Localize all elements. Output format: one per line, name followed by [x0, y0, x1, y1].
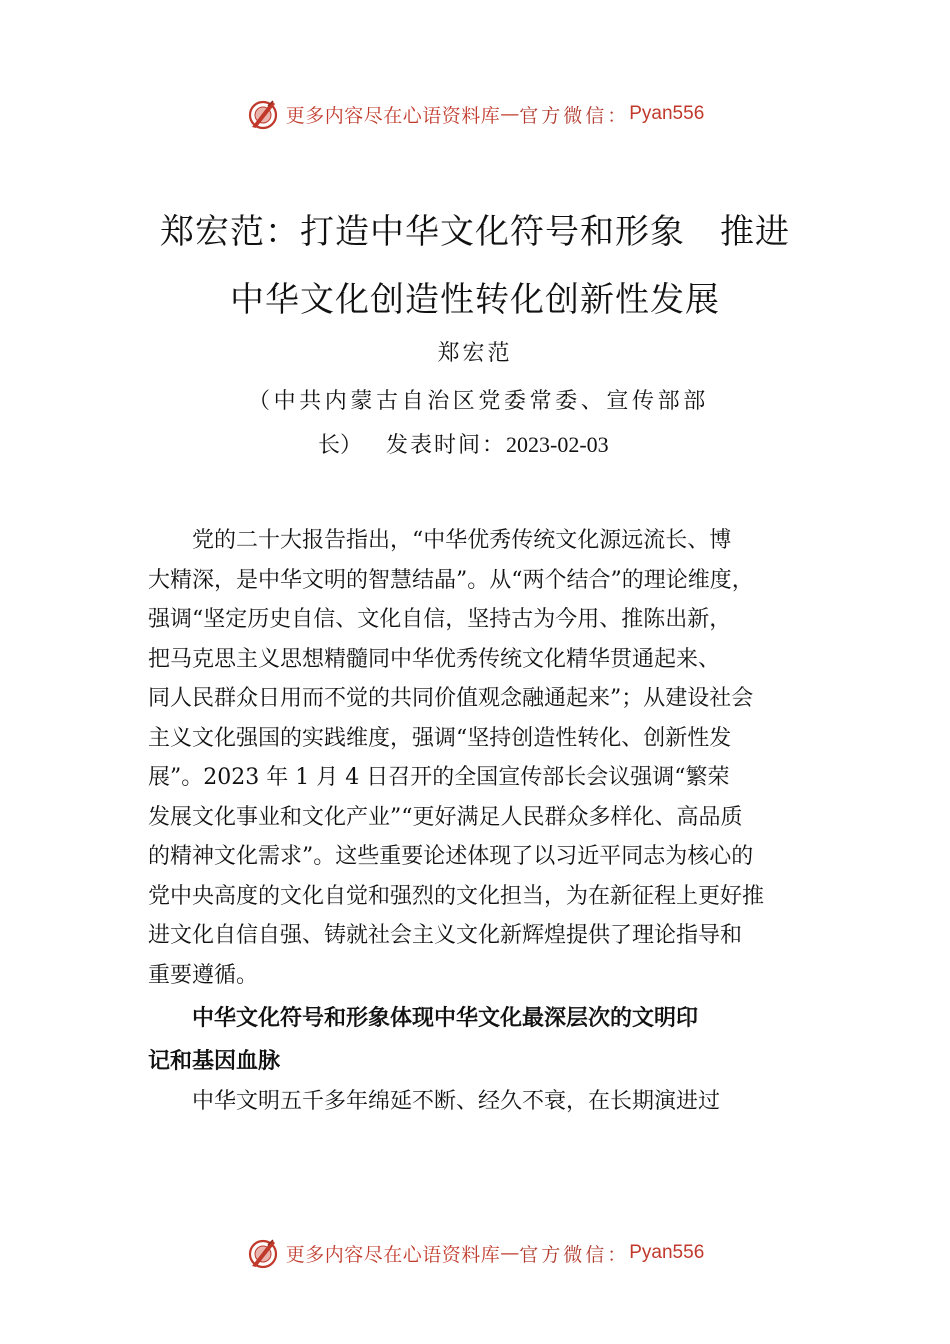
- paragraph-line: 党的二十大报告指出，“中华优秀传统文化源远流长、博: [148, 528, 732, 553]
- author-affiliation-line-2: [318, 428, 718, 459]
- paragraph-line: 中华文明五千多年绵延不断、经久不衰，在长期演进过: [148, 1089, 721, 1114]
- paragraph-line: 主义文化强国的实践维度，强调“坚持创造性转化、创新性发: [148, 725, 732, 751]
- watermark-banner-top: [0, 94, 950, 134]
- paragraph-line: 的精神文化需求”。这些重要论述体现了以习近平同志为核心的: [148, 844, 754, 869]
- published-date: 2023-02-03: [506, 432, 609, 457]
- watermark-wechat-label: 官方微信：: [519, 1243, 630, 1266]
- body-paragraph-1: [148, 521, 820, 995]
- watermark-text: 更多内容尽在心语资料库: [285, 1243, 501, 1266]
- watermark-wechat-id: Pyan556: [629, 103, 705, 124]
- article-title-line-1: 郑宏范：打造中华文化符号和形象 推进: [160, 212, 790, 252]
- section-heading: [148, 997, 820, 1083]
- paragraph-line: 把马克思主义思想精髓同中华优秀传统文化精华贯通起来、: [148, 646, 721, 672]
- watermark-wechat-id: Pyan556: [629, 1242, 705, 1263]
- published-label: 发表时间：: [386, 433, 507, 458]
- paragraph-line: 强调“坚定历史自信、文化自信，坚持古为今用、推陈出新，: [148, 607, 732, 632]
- paragraph-line: 进文化自信自强、铸就社会主义文化新辉煌提供了理论指导和: [148, 923, 743, 948]
- quill-seal-icon: [246, 97, 280, 131]
- paragraph-line: 大精深，是中华文明的智慧结晶”。从“两个结合”的理论维度，: [148, 567, 754, 593]
- heading-line: 中华文化符号和形象体现中华文化最深层次的文明印: [148, 1006, 699, 1031]
- paragraph-line: 展”。2023 年 1 月 4 日召开的全国宣传部长会议强调“繁荣: [148, 765, 730, 790]
- paragraph-line: 同人民群众日用而不觉的共同价值观念融通起来”；从建设社会: [148, 686, 754, 711]
- watermark-text: 更多内容尽在心语资料库: [285, 104, 501, 127]
- watermark-wechat-label: 官方微信：: [519, 104, 630, 127]
- heading-line: 记和基因血脉: [148, 1049, 281, 1074]
- body-paragraph-2: [148, 1082, 820, 1122]
- paragraph-line: 重要遵循。: [148, 962, 259, 988]
- article-title-line-2: 中华文化创造性转化创新性发展: [230, 280, 720, 320]
- article-author: 郑宏范: [437, 341, 513, 366]
- paragraph-line: 党中央高度的文化自觉和强烈的文化担当，为在新征程上更好推: [148, 883, 765, 909]
- watermark-dash: —: [500, 1242, 520, 1264]
- quill-seal-icon: [246, 1236, 280, 1270]
- author-affiliation-end: 长）: [318, 433, 363, 458]
- watermark-banner-bottom: [0, 1233, 950, 1273]
- watermark-dash: —: [500, 103, 520, 125]
- paragraph-line: 发展文化事业和文化产业”“更好满足人民群众多样化、高品质: [148, 804, 743, 830]
- author-affiliation-line-1: （中共内蒙古自治区党委常委、宣传部部: [248, 389, 709, 414]
